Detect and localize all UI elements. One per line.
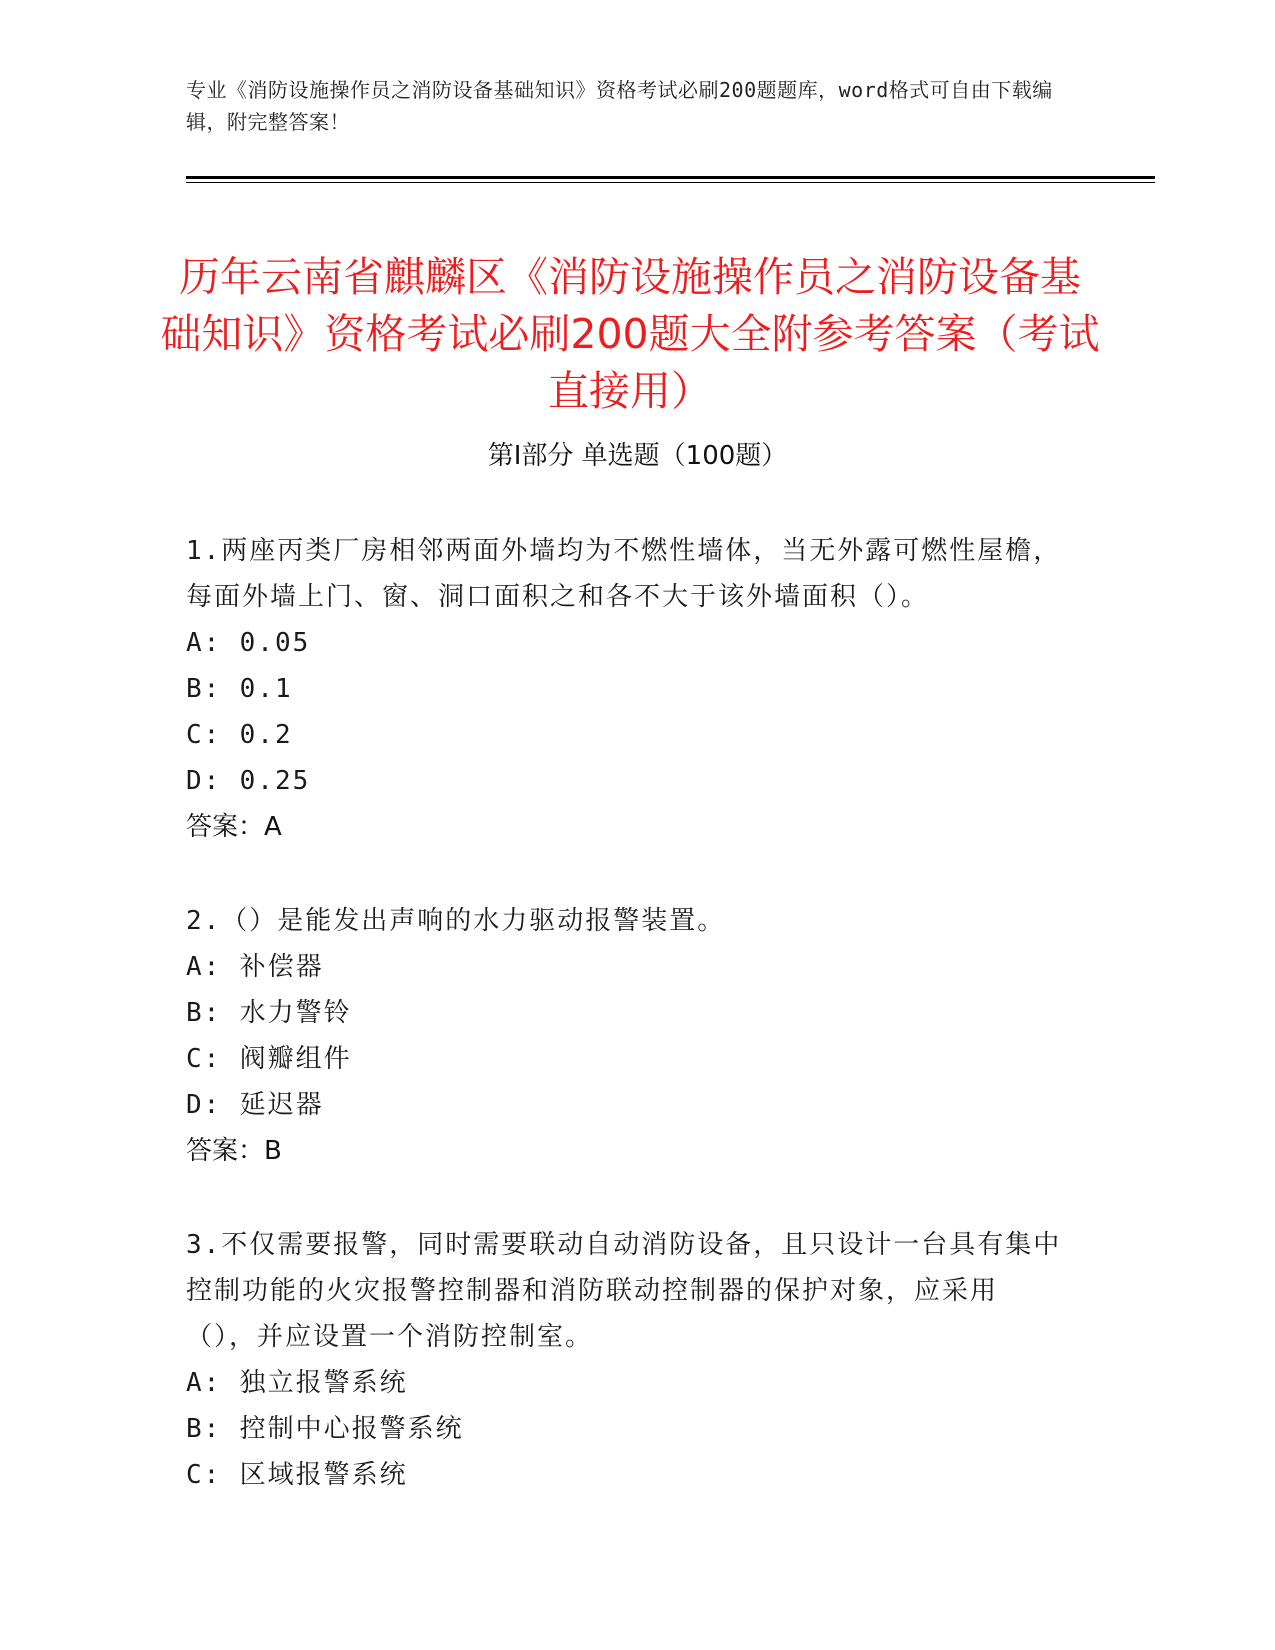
option-text: 阀瓣组件 — [239, 1044, 352, 1074]
question-item — [186, 528, 1066, 850]
option-text: 控制中心报警系统 — [239, 1414, 464, 1444]
option-text: 延迟器 — [239, 1090, 324, 1120]
question-item — [186, 1222, 1066, 1498]
option-text: 水力警铃 — [239, 998, 352, 1028]
option-letter: D: — [186, 1090, 222, 1120]
option-text: 区域报警系统 — [239, 1460, 408, 1490]
option-letter: A: — [186, 1368, 222, 1398]
section-heading: 第Ⅰ部分 单选题（100题） — [487, 441, 788, 471]
option-text: 独立报警系统 — [239, 1368, 408, 1398]
option-letter: B: — [186, 998, 222, 1028]
option-d — [186, 1082, 1066, 1128]
option-text: 补偿器 — [239, 952, 324, 982]
option-text: 0.05 — [239, 628, 311, 658]
answer-text: 答案：A — [186, 812, 282, 842]
option-letter: D: — [186, 766, 222, 796]
header-rule-thick — [186, 176, 1155, 179]
option-letter: A: — [186, 952, 222, 982]
document-title: 历年云南省麒麟区《消防设施操作员之消防设备基础知识》资格考试必刷200题大全附参考答案（考试直接用） — [160, 253, 1100, 416]
option-text: 0.1 — [239, 674, 293, 704]
question-text: 1.两座丙类厂房相邻两面外墙均为不燃性墙体，当无外露可燃性屋檐，每面外墙上门、窗、洞口面积之和各不大于该外墙面积（）。 — [186, 536, 1062, 612]
option-a — [186, 620, 1066, 666]
option-letter: B: — [186, 1414, 222, 1444]
option-d — [186, 758, 1066, 804]
option-letter: B: — [186, 674, 222, 704]
option-b — [186, 990, 1066, 1036]
option-text: 0.2 — [239, 720, 293, 750]
option-letter: C: — [186, 1460, 222, 1490]
option-b — [186, 1406, 1066, 1452]
question-list — [186, 528, 1066, 1546]
question-text: 3.不仅需要报警，同时需要联动自动消防设备，且只设计一台具有集中控制功能的火灾报警控制器和消防联动控制器的保护对象，应采用（），并应设置一个消防控制室。 — [186, 1230, 1062, 1352]
option-letter: C: — [186, 1044, 222, 1074]
option-letter: C: — [186, 720, 222, 750]
option-text: 0.25 — [239, 766, 311, 796]
header-rule-thin — [186, 182, 1155, 183]
option-a — [186, 1360, 1066, 1406]
header-note: 专业《消防设施操作员之消防设备基础知识》资格考试必刷200题题库，word格式可自由下载编辑，附完整答案！ — [186, 78, 1053, 134]
option-c — [186, 1452, 1066, 1498]
option-c — [186, 1036, 1066, 1082]
option-c — [186, 712, 1066, 758]
question-text: 2.（）是能发出声响的水力驱动报警装置。 — [186, 906, 726, 936]
question-item — [186, 898, 1066, 1174]
answer-text: 答案：B — [186, 1136, 282, 1166]
option-a — [186, 944, 1066, 990]
option-letter: A: — [186, 628, 222, 658]
option-b — [186, 666, 1066, 712]
